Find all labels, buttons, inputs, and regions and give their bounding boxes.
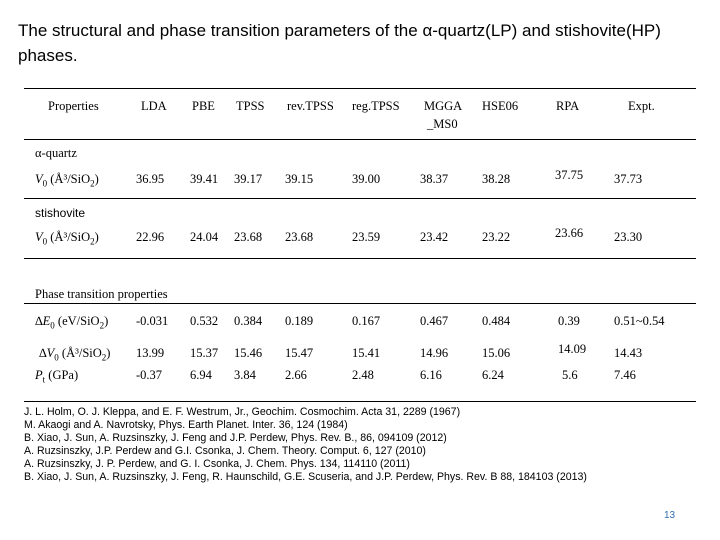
cell-lda: -0.031	[136, 314, 169, 328]
table-top-rule	[24, 88, 696, 89]
cell-hse06: 38.28	[482, 172, 511, 186]
header-properties: Properties	[48, 99, 99, 113]
cell-lda: 22.96	[136, 230, 165, 244]
header-lda: LDA	[141, 99, 167, 113]
section-phase-transition: Phase transition properties	[35, 287, 168, 301]
cell-regtpss: 2.48	[352, 368, 374, 382]
page-number: 13	[664, 510, 676, 521]
slide-title: The structural and phase transition parameters of the α-quartz(LP) and stishovite(HP) phases.	[18, 21, 661, 65]
cell-tpss: 3.84	[234, 368, 256, 382]
cell-expt: 14.43	[614, 346, 643, 360]
cell-hse06: 23.22	[482, 230, 511, 244]
cell-mgga: 0.467	[420, 314, 449, 328]
cell-regtpss: 0.167	[352, 314, 381, 328]
cell-regtpss: 23.59	[352, 230, 381, 244]
cell-rpa: 37.75	[555, 168, 584, 182]
cell-tpss: 0.384	[234, 314, 263, 328]
row-label: $V_0$ (Å³/SiO$_2$)	[35, 230, 99, 247]
row-label: $P_t$ (GPa)	[35, 368, 79, 385]
cell-expt: 7.46	[614, 368, 636, 382]
header-mgga-line1: MGGA	[424, 99, 463, 113]
header-rule	[24, 139, 696, 140]
cell-lda: 13.99	[136, 346, 165, 360]
cell-lda: 36.95	[136, 172, 165, 186]
reference-item: M. Akaogi and A. Navrotsky, Phys. Earth Planet. Inter. 36, 124 (1984)	[24, 419, 348, 431]
cell-hse06: 15.06	[482, 346, 511, 360]
cell-hse06: 0.484	[482, 314, 511, 328]
row-label: $\Delta V_0$ (Å³/SiO$_2$)	[39, 346, 111, 363]
cell-mgga: 38.37	[420, 172, 449, 186]
cell-mgga: 6.16	[420, 368, 442, 382]
section-alpha-quartz: α-quartz	[35, 146, 77, 160]
reference-item: J. L. Holm, O. J. Kleppa, and E. F. Westrum, Jr., Geochim. Cosmochim. Acta 31, 2289 (1967)	[24, 406, 461, 418]
cell-hse06: 6.24	[482, 368, 504, 382]
cell-rpa: 0.39	[558, 314, 580, 328]
cell-mgga: 23.42	[420, 230, 449, 244]
cell-expt: 23.30	[614, 230, 643, 244]
section-stishovite: stishovite	[35, 206, 86, 220]
cell-expt: 37.73	[614, 172, 643, 186]
cell-tpss: 15.46	[234, 346, 263, 360]
cell-rpa: 23.66	[555, 226, 584, 240]
cell-revtpss: 0.189	[285, 314, 314, 328]
cell-rpa: 14.09	[558, 342, 587, 356]
cell-revtpss: 23.68	[285, 230, 314, 244]
section-rule	[24, 258, 696, 259]
header-mgga-line2: _MS0	[427, 117, 458, 131]
section-rule	[24, 303, 696, 304]
cell-pbe: 0.532	[190, 314, 219, 328]
header-tpss: TPSS	[236, 99, 265, 113]
cell-expt: 0.51~0.54	[614, 314, 665, 328]
cell-pbe: 39.41	[190, 172, 219, 186]
cell-regtpss: 15.41	[352, 346, 381, 360]
cell-rpa: 5.6	[562, 368, 578, 382]
reference-item: B. Xiao, J. Sun, A. Ruzsinszky, J. Feng, R. Haunschild, G.E. Scuseria, and J.P. Perdew, Phys. Rev. B 88, 184103 (2013)	[24, 471, 587, 483]
cell-revtpss: 2.66	[285, 368, 307, 382]
cell-tpss: 23.68	[234, 230, 263, 244]
header-regtpss: reg.TPSS	[352, 99, 400, 113]
cell-lda: -0.37	[136, 368, 163, 382]
cell-revtpss: 15.47	[285, 346, 314, 360]
header-pbe: PBE	[192, 99, 215, 113]
references	[24, 406, 714, 484]
header-hse06: HSE06	[482, 99, 519, 113]
header-revtpss: rev.TPSS	[287, 99, 334, 113]
cell-revtpss: 39.15	[285, 172, 314, 186]
cell-tpss: 39.17	[234, 172, 263, 186]
header-rpa: RPA	[556, 99, 580, 113]
row-label: $V_0$ (Å³/SiO$_2$)	[35, 172, 99, 189]
reference-item: B. Xiao, J. Sun, A. Ruzsinszky, J. Feng and J.P. Perdew, Phys. Rev. B., 86, 094109 (2012)	[24, 432, 447, 444]
cell-pbe: 6.94	[190, 368, 212, 382]
cell-pbe: 24.04	[190, 230, 219, 244]
reference-item: A. Ruzsinszky, J.P. Perdew and G.I. Csonka, J. Chem. Theory. Comput. 6, 127 (2010)	[24, 445, 426, 457]
row-label: $\Delta E_0$ (eV/SiO$_2$)	[35, 314, 109, 331]
cell-regtpss: 39.00	[352, 172, 381, 186]
section-rule	[24, 198, 696, 199]
cell-mgga: 14.96	[420, 346, 449, 360]
table-bottom-rule	[24, 401, 696, 402]
cell-pbe: 15.37	[190, 346, 219, 360]
header-expt: Expt.	[628, 99, 655, 113]
reference-item: A. Ruzsinszky, J. P. Perdew, and G. I. Csonka, J. Chem. Phys. 134, 114110 (2011)	[24, 458, 410, 470]
